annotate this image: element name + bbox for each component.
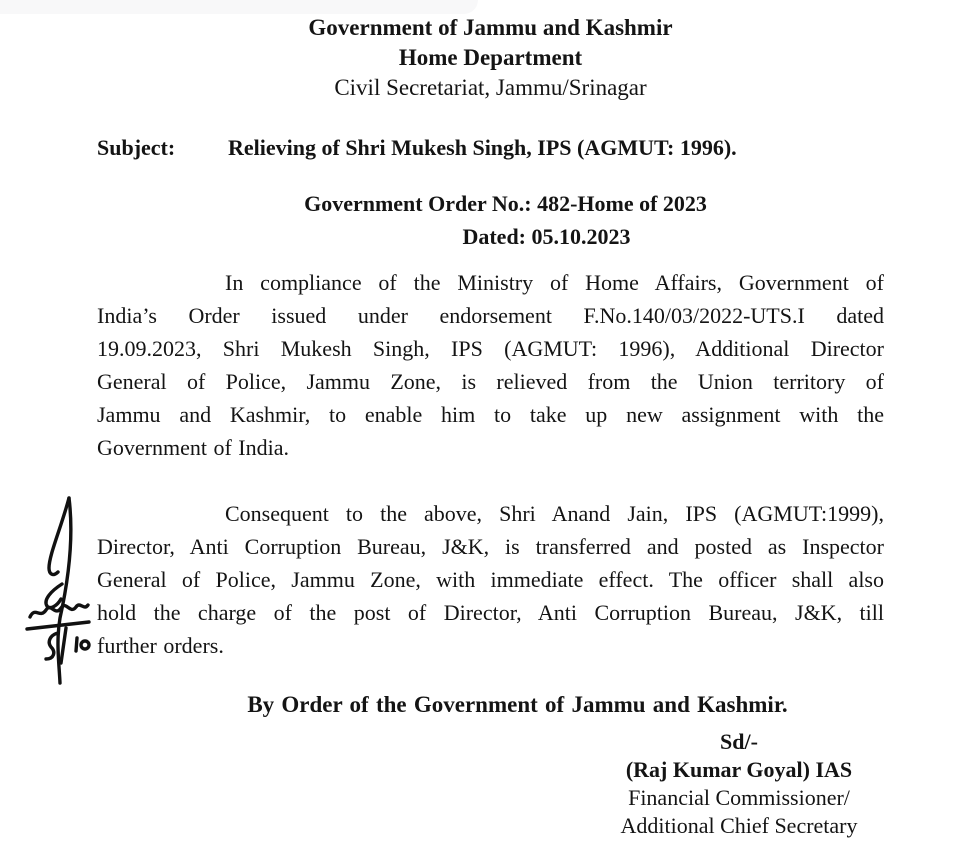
signatory-name: (Raj Kumar Goyal) IAS (625, 757, 853, 782)
signatory-title-1: Financial Commissioner/ (628, 785, 850, 810)
body-line: In compliance of the Ministry of Home Affairs, Government of (225, 270, 884, 295)
signature-date-slash (61, 628, 66, 663)
order-date-line: Dated: 05.10.2023 (462, 224, 631, 249)
paragraph-relieving (97, 266, 884, 464)
body-line: hold the charge of the post of Director, Anti Corruption Bureau, J&K, till (97, 600, 884, 625)
signature-date-1 (76, 638, 77, 651)
signature-date-5 (46, 633, 58, 659)
subject-row (97, 133, 884, 163)
header-department-line: Home Department (398, 45, 583, 70)
by-order-line: By Order of the Government of Jammu and Kashmir. (247, 692, 788, 717)
body-line: Jammu and Kashmir, to enable him to take up new assignment with the (97, 402, 884, 427)
document-header (97, 13, 884, 103)
signatory-title-2: Additional Chief Secretary (620, 813, 858, 838)
body-line: India’s Order issued under endorsement F.No.140/03/2022-UTS.I dated (97, 303, 884, 328)
body-line: General of Police, Jammu Zone, with immediate effect. The officer shall also (97, 567, 884, 592)
body-line: Government of India. (97, 435, 289, 460)
order-reference-block (97, 187, 884, 253)
body-line: 19.09.2023, Shri Mukesh Singh, IPS (AGMUT: 1996), Additional Director (97, 336, 884, 361)
body-line: General of Police, Jammu Zone, is relieved from the Union territory of (97, 369, 884, 394)
header-secretariat-line: Civil Secretariat, Jammu/Srinagar (334, 75, 647, 100)
handwritten-signature (0, 470, 140, 685)
sd-line: Sd/- (720, 729, 758, 754)
signature-block (594, 728, 884, 840)
body-line: Consequent to the above, Shri Anand Jain, IPS (AGMUT:1999), (225, 501, 884, 526)
subject-label: Subject: (97, 135, 176, 160)
body-line: Director, Anti Corruption Bureau, J&K, is transferred and posted as Inspector (97, 534, 884, 559)
body-line: further orders. (97, 633, 224, 658)
signature-stroke (49, 498, 69, 575)
paragraph-transfer (97, 497, 884, 662)
header-government-line: Government of Jammu and Kashmir (308, 15, 673, 40)
signature-date-0 (81, 641, 89, 649)
signature-stroke (46, 584, 62, 608)
order-number-line: Government Order No.: 482-Home of 2023 (304, 191, 707, 216)
subject-text: Relieving of Shri Mukesh Singh, IPS (AGMUT: 1996). (228, 135, 737, 160)
